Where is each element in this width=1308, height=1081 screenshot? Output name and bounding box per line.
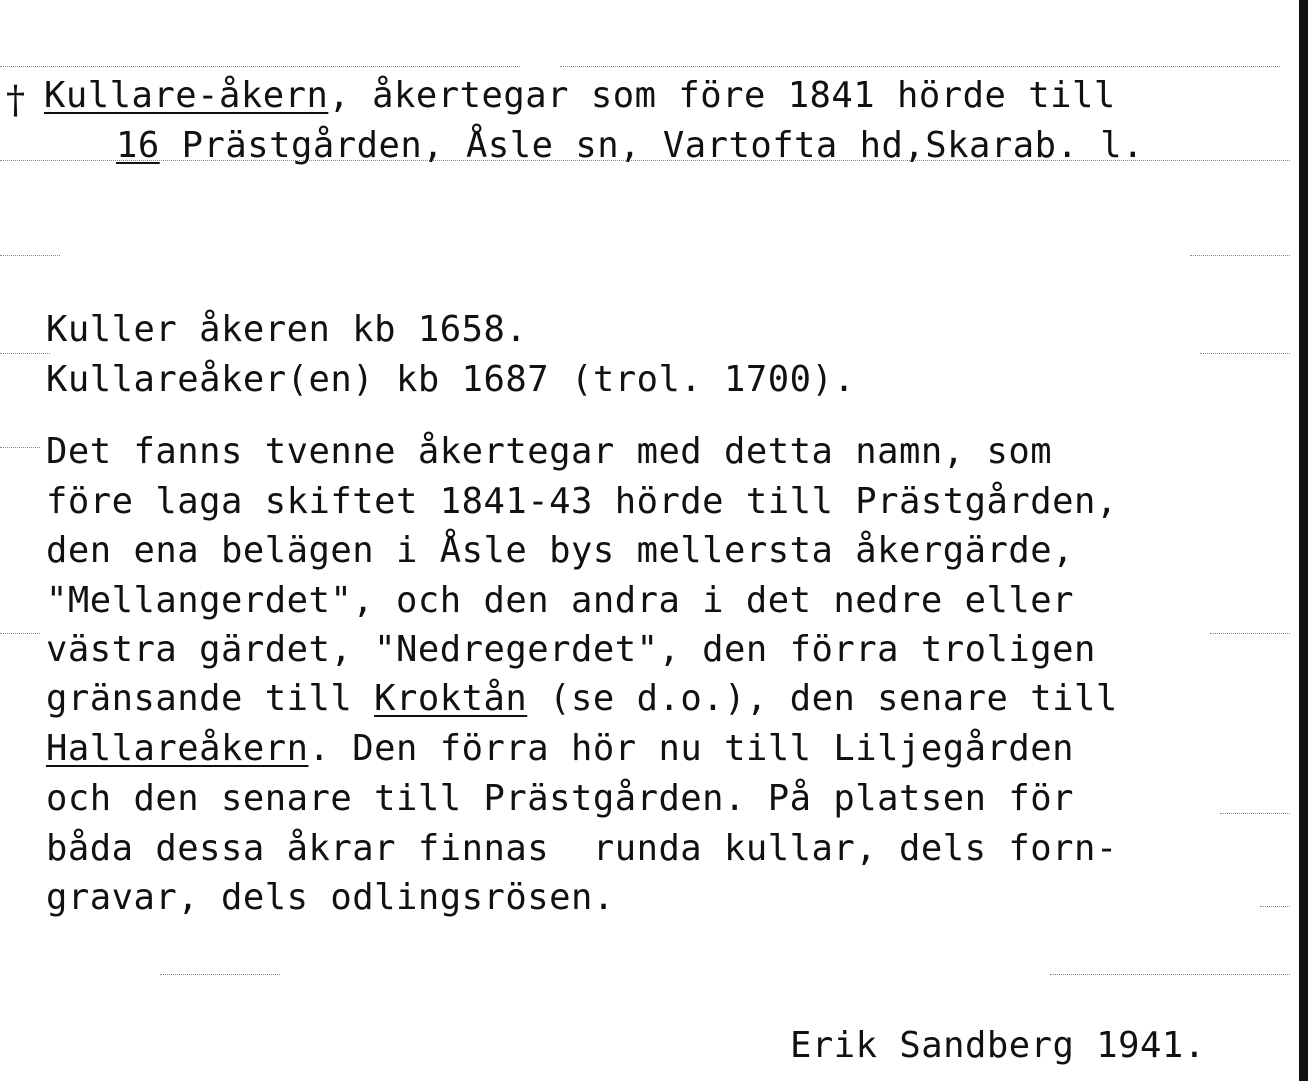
ruled-line [1200, 353, 1290, 354]
signature: Erik Sandberg 1941. [790, 1025, 1206, 1066]
heading-location: Prästgården, Åsle sn, Vartofta hd,Skarab. l. [159, 125, 1145, 166]
body-line-9: båda dessa åkrar finnas runda kullar, dels forn- [46, 828, 1118, 869]
body-line-6-start: gränsande till [46, 678, 375, 719]
crossref-hallareakern: Hallareåkern [46, 728, 309, 769]
form-line-2: Kullareåker(en) kb 1687 (trol. 1700). [46, 359, 856, 400]
deceased-marker: † [6, 78, 25, 122]
ruled-line [1220, 813, 1290, 814]
ruled-line [1190, 255, 1290, 256]
body-line-6 [46, 679, 1118, 719]
body-line-1: Det fanns tvenne åkertegar med detta namn, som [46, 431, 1053, 472]
body-line-8: och den senare till Prästgården. På platsen för [46, 778, 1075, 819]
ruled-line [0, 66, 520, 67]
heading-name: Kullare-åkern [44, 75, 329, 116]
ruled-line [1050, 974, 1290, 975]
body-line-5: västra gärdet, "Nedregerdet", den förra troligen [46, 629, 1096, 670]
heading-line-1 [44, 76, 1116, 116]
body-line-10-start: gravar [46, 877, 178, 918]
ruled-line [1260, 906, 1290, 907]
body-line-2: före laga skiftet 1841-43 hörde till Prästgården, [46, 481, 1118, 522]
heading-line-2 [116, 126, 1144, 166]
ruled-line [1210, 633, 1290, 634]
body-line-7-end: . Den förra hör nu till Liljegården [308, 728, 1075, 769]
ruled-line [0, 447, 40, 448]
body-line-4: "Mellangerdet", och den andra i det nedre eller [46, 580, 1075, 621]
crossref-kroktan: Kroktån [374, 678, 528, 719]
body-line-6-end: (se d.o.), den senare till [527, 678, 1118, 719]
ruled-line [0, 633, 40, 634]
body-line-10-end: , dels odlingsrösen. [177, 877, 615, 918]
card-edge [1299, 0, 1308, 1081]
form-line-1: Kuller åkeren kb 1658. [46, 309, 528, 350]
heading-rest: , åkertegar som före 1841 hörde till [328, 75, 1116, 116]
ruled-line [0, 255, 60, 256]
ruled-line [560, 66, 1280, 67]
body-line-7 [46, 729, 1074, 769]
body-line-3: den ena belägen i Åsle bys mellersta åkergärde, [46, 530, 1075, 571]
ruled-line [160, 974, 280, 975]
body-line-10 [46, 878, 615, 918]
ruled-line [0, 353, 50, 354]
heading-number: 16 [116, 125, 160, 166]
